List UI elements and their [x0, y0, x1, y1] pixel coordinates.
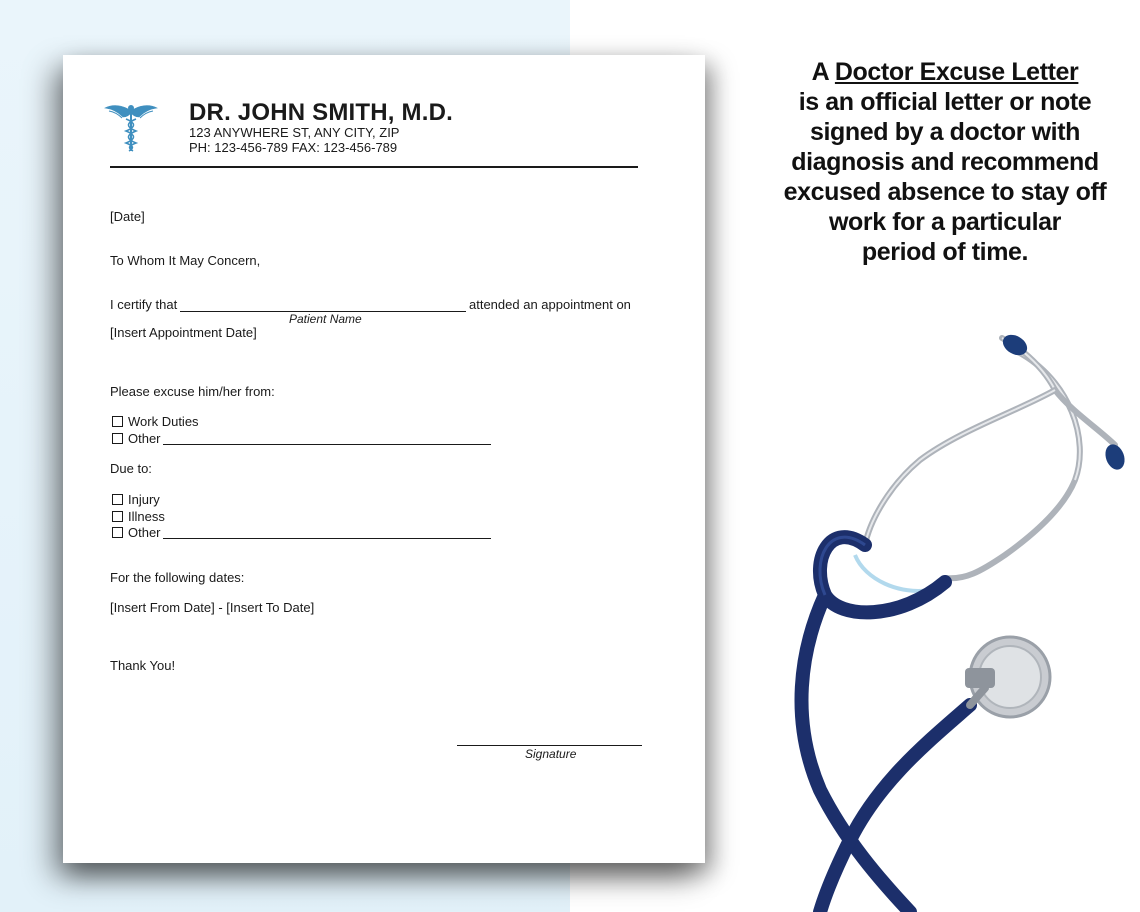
stethoscope-icon — [770, 320, 1140, 912]
promo-headline — [760, 57, 1130, 267]
excuse-option-other — [112, 431, 161, 446]
excuse-other-line — [163, 444, 491, 445]
signature-line — [457, 745, 642, 746]
due-option-label: Illness — [128, 509, 165, 524]
headline-line: signed by a doctor with — [810, 118, 1080, 146]
checkbox-icon — [112, 494, 123, 505]
checkbox-icon — [112, 511, 123, 522]
appointment-date-field: [Insert Appointment Date] — [110, 325, 257, 340]
headline-line: diagnosis and recommend — [791, 148, 1099, 176]
headline-line: work for a particular — [829, 208, 1061, 236]
checkbox-icon — [112, 433, 123, 444]
headline-line: is an official letter or note — [798, 88, 1092, 116]
certify-suffix: attended an appointment on — [469, 297, 631, 312]
header-divider — [110, 166, 638, 168]
due-option-label: Other — [128, 525, 161, 540]
headline-lead: A — [811, 58, 829, 86]
doctor-name: DR. JOHN SMITH, M.D. — [189, 99, 454, 126]
doctor-phone-fax: PH: 123-456-789 FAX: 123-456-789 — [189, 140, 398, 155]
due-option-injury — [112, 492, 160, 507]
due-option-other — [112, 525, 161, 540]
due-heading: Due to: — [110, 461, 152, 476]
due-other-line — [163, 538, 491, 539]
excuse-option-work-duties — [112, 414, 199, 429]
dates-field: [Insert From Date] - [Insert To Date] — [110, 600, 315, 615]
doctor-address: 123 ANYWHERE ST, ANY CITY, ZIP — [189, 125, 400, 140]
due-option-illness — [112, 509, 165, 524]
headline-title: Doctor Excuse Letter — [834, 58, 1079, 86]
salutation: To Whom It May Concern, — [110, 253, 261, 268]
checkbox-icon — [112, 416, 123, 427]
date-field: [Date] — [110, 209, 145, 224]
closing: Thank You! — [110, 658, 176, 673]
headline-line-1 — [760, 57, 1130, 87]
patient-name-caption: Patient Name — [289, 312, 362, 326]
headline-line: period of time. — [861, 238, 1029, 266]
excuse-option-label: Other — [128, 431, 161, 446]
letter-page — [63, 55, 705, 863]
certify-prefix: I certify that — [110, 297, 178, 312]
caduceus-icon — [103, 99, 159, 155]
headline-line: excused absence to stay off — [783, 178, 1107, 206]
excuse-heading: Please excuse him/her from: — [110, 384, 275, 399]
checkbox-icon — [112, 527, 123, 538]
dates-heading: For the following dates: — [110, 570, 245, 585]
excuse-option-label: Work Duties — [128, 414, 199, 429]
signature-caption: Signature — [525, 747, 577, 761]
due-option-label: Injury — [128, 492, 160, 507]
